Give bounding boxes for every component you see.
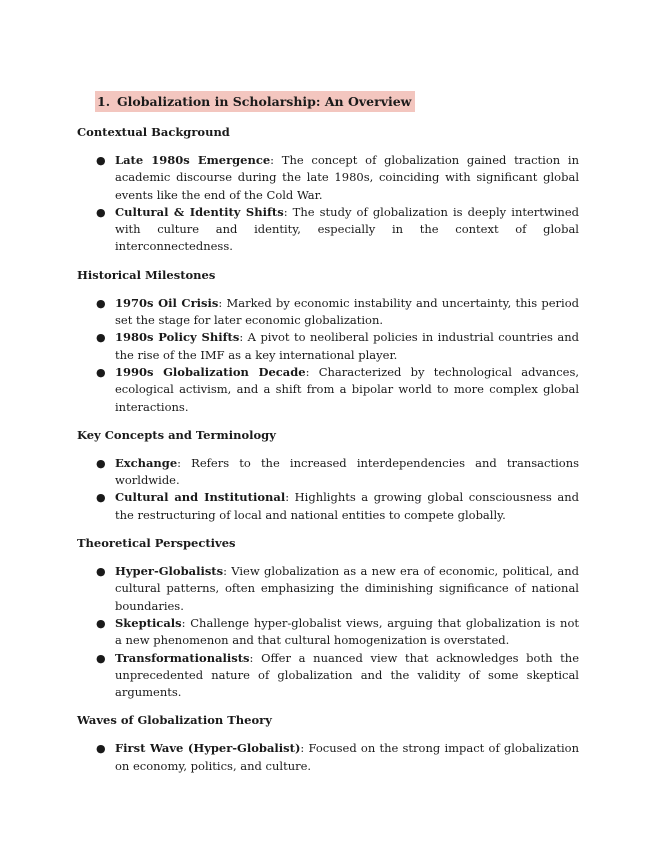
bullet-icon: ● <box>96 565 106 579</box>
bullet-list <box>77 295 579 416</box>
list-item <box>77 329 579 364</box>
list-item <box>77 295 579 330</box>
bullet-text: : Highlights a growing global consciousness and the restructuring of local and national entities to compete globally. <box>115 490 579 522</box>
subsection-title: Historical Milestones <box>77 267 216 282</box>
bullet-icon: ● <box>96 651 106 665</box>
bullet-term: 1980s Policy Shifts <box>115 330 240 345</box>
subsection-title: Contextual Background <box>77 125 230 139</box>
section-theoretical-perspectives <box>77 535 579 701</box>
list-item <box>77 152 579 204</box>
bullet-icon: ● <box>96 296 106 310</box>
list-item <box>77 455 579 490</box>
section-waves-of-globalization <box>77 712 579 775</box>
list-item <box>77 650 579 702</box>
bullet-term: Hyper-Globalists <box>115 564 224 579</box>
list-item <box>77 563 579 615</box>
bullet-list <box>77 152 579 256</box>
bullet-text: : View globalization as a new era of economic, political, and cultural patterns, often emphasizing the diminishing significance of national boundaries. <box>115 564 579 613</box>
bullet-icon: ● <box>96 331 106 345</box>
bullet-list <box>77 455 579 524</box>
bullet-text: : Challenge hyper-globalist views, arguing that globalization is not a new phenomenon and that cultural homogenization is overstated. <box>115 615 579 648</box>
section-contextual-background <box>77 124 579 256</box>
bullet-icon: ● <box>96 456 106 470</box>
section-historical-milestones <box>77 267 579 416</box>
bullet-term: Skepticals <box>115 615 182 630</box>
document-body <box>77 124 579 786</box>
heading-number: 1. <box>97 94 111 109</box>
bullet-text: : Marked by economic instability and uncertainty, this period set the stage for later economic globalization. <box>115 295 579 328</box>
list-item <box>77 204 579 256</box>
bullet-text: : Focused on the strong impact of globalization on economy, politics, and culture. <box>115 741 580 773</box>
list-item <box>77 740 579 775</box>
bullet-list <box>77 740 579 775</box>
bullet-list <box>77 563 579 701</box>
bullet-text: : The study of globalization is deeply intertwined with culture and identity, especially in the context of global interconnectedness. <box>115 204 579 254</box>
bullet-icon: ● <box>96 491 106 505</box>
bullet-text: : Characterized by technological advances, ecological activism, and a shift from a bipolar world to more complex global interactions. <box>115 364 580 414</box>
bullet-icon: ● <box>96 616 106 630</box>
subsection-title: Theoretical Perspectives <box>77 536 236 551</box>
bullet-icon: ● <box>96 205 106 219</box>
bullet-text: : The concept of globalization gained traction in academic discourse during the late 1980s, coinciding with significant global events like the end of the Cold War. <box>115 153 579 202</box>
bullet-term: Cultural & Identity Shifts <box>115 204 284 219</box>
bullet-icon: ● <box>96 742 106 756</box>
subsection-title: Key Concepts and Terminology <box>77 427 276 442</box>
bullet-icon: ● <box>96 365 106 379</box>
bullet-term: 1970s Oil Crisis <box>115 295 219 310</box>
bullet-term: Cultural and Institutional <box>115 490 286 505</box>
list-item <box>77 615 579 650</box>
bullet-term: Transformationalists <box>115 650 250 665</box>
bullet-term: 1990s Globalization Decade <box>115 364 306 379</box>
list-item <box>77 489 579 524</box>
bullet-term: Exchange <box>115 455 178 470</box>
section-key-concepts <box>77 427 579 524</box>
bullet-term: First Wave (Hyper-Globalist) <box>115 741 301 756</box>
bullet-text: : A pivot to neoliberal policies in industrial countries and the rise of the IMF as a key international player. <box>115 330 580 362</box>
heading-title: Globalization in Scholarship: An Overview <box>117 94 412 109</box>
bullet-term: Late 1980s Emergence <box>115 153 271 167</box>
section-heading <box>95 91 415 112</box>
list-item <box>77 364 579 416</box>
subsection-title: Waves of Globalization Theory <box>77 713 272 728</box>
bullet-text: : Offer a nuanced view that acknowledges both the unprecedented nature of globalization and the validity of some skeptical arguments. <box>115 650 579 700</box>
bullet-text: : Refers to the increased interdependencies and transactions worldwide. <box>115 455 579 488</box>
bullet-icon: ● <box>96 154 106 167</box>
